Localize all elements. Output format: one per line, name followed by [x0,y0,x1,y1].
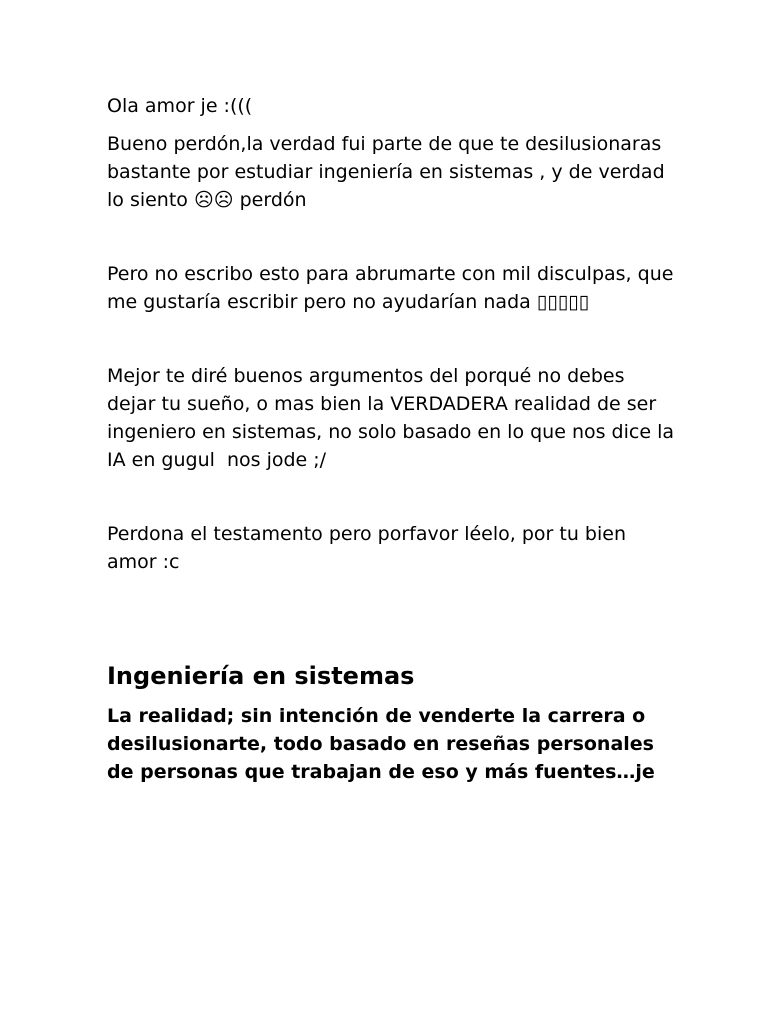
document-page [107,92,681,786]
paragraph-arguments: Mejor te diré buenos argumentos del porqué no debes dejar tu sueño, o mas bien la VERDADERA realidad de ser ingeniero en sistemas, no solo basado en lo que nos dice la IA en gugul nos jode ;/ [107,365,681,471]
paragraph-apology: Bueno perdón,la verdad fui parte de que te desilusionaras bastante por estudiar ingeniería en sistemas , y de verdad lo siento ☹☹ perdón [107,133,671,211]
paragraph-read-request: Perdona el testamento pero porfavor léelo, por tu bien amor :c [107,523,633,573]
section-heading: Ingeniería en sistemas [107,662,415,690]
section-subheading: La realidad; sin intención de venderte la carrera o desilusionarte, todo basado en reseñas personales de personas que trabajan de eso y más fuentes…je [107,705,655,783]
paragraph-no-overwhelm: Pero no escribo esto para abrumarte con mil disculpas, que me gustaría escribir pero no ayudarían nada ▯▯▯▯▯ [107,263,680,313]
paragraph-greeting: Ola amor je :((( [107,95,253,117]
